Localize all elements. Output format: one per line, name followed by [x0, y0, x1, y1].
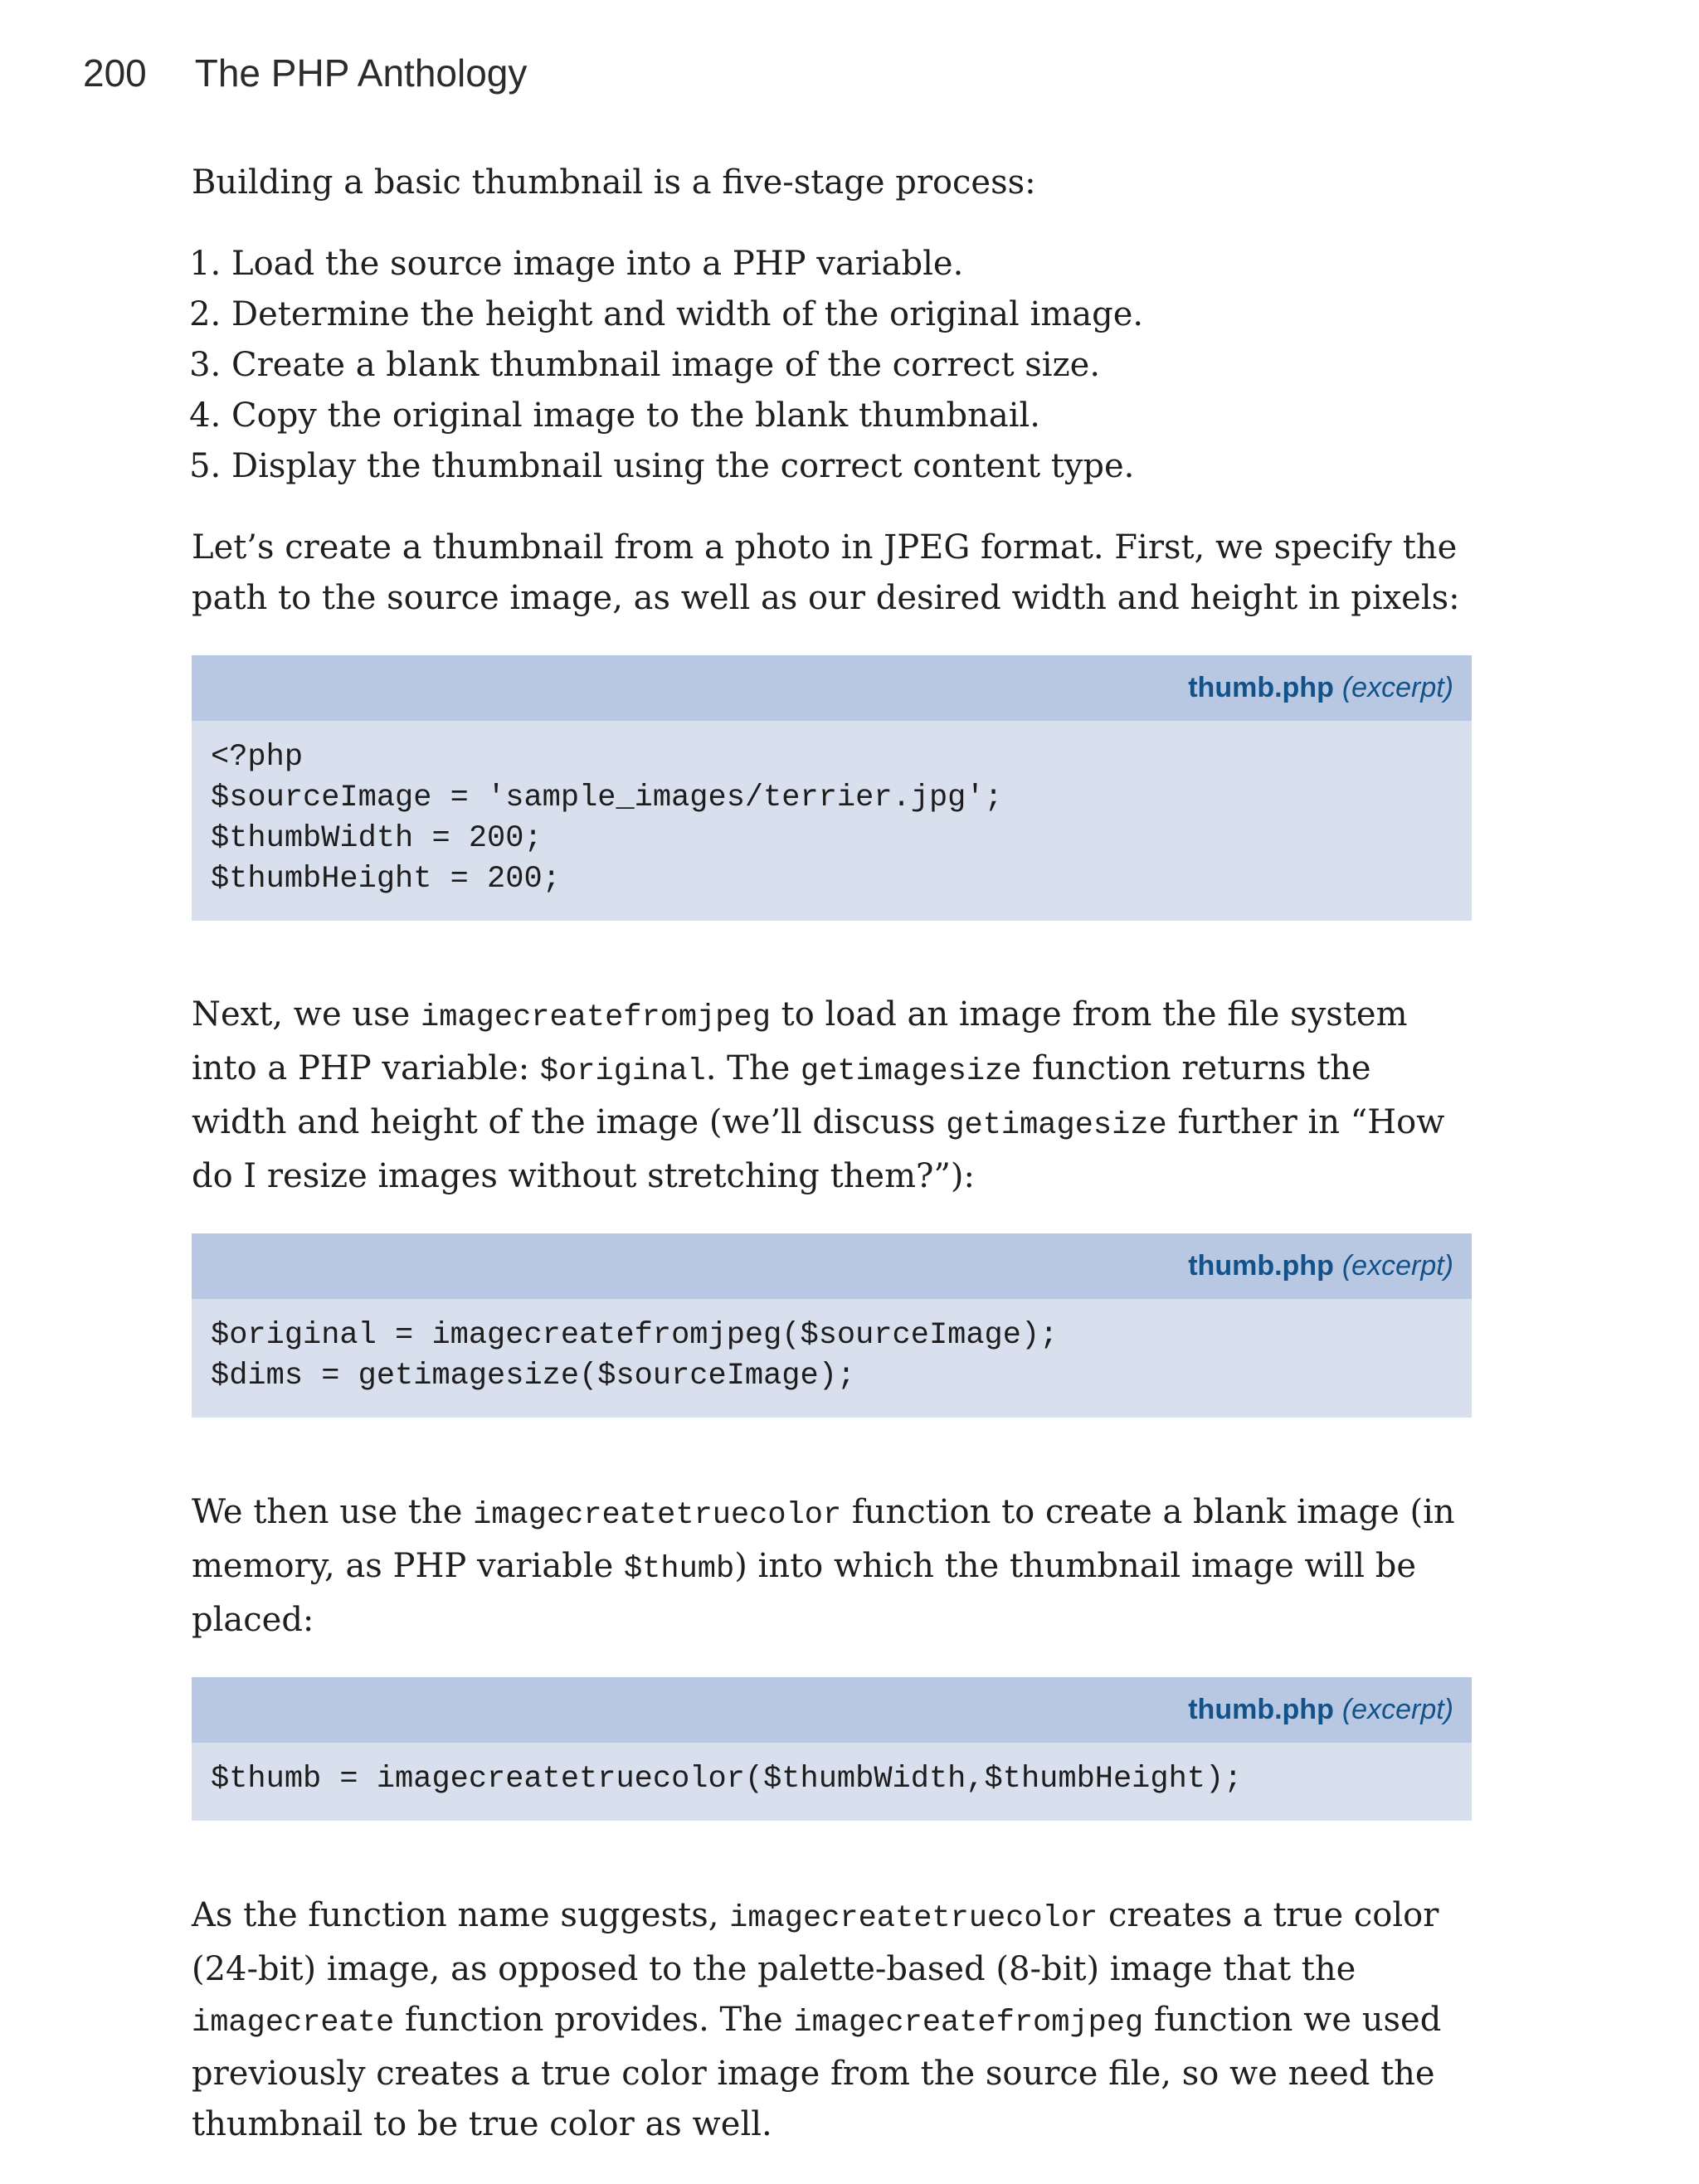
code-block-header	[192, 1233, 1472, 1299]
code-snippet: <?php $sourceImage = 'sample_images/terrier.jpg'; $thumbWidth = 200; $thumbHeight = 200;	[211, 740, 1003, 897]
inline-code: $thumb	[623, 1552, 735, 1587]
code-block-header	[192, 655, 1472, 721]
code-block-create-thumbnail	[192, 1677, 1472, 1821]
paragraph-load-image: Next, we use imagecreatefromjpeg to load an image from the file system into a PHP variable: $original. The getimagesize function returns the width and height of the image (we’ll discuss getimagesize further in “How do I resize images without stretching them?”):	[192, 995, 1445, 1195]
code-filename: thumb.php	[1188, 672, 1334, 703]
code-filename: thumb.php	[1188, 1694, 1334, 1725]
inline-code: getimagesize	[801, 1054, 1022, 1089]
inline-code: imagecreatefromjpeg	[421, 1000, 771, 1035]
paragraph-jpeg-thumbnail: Let’s create a thumbnail from a photo in JPEG format. First, we specify the path to the source image, as well as our desired width and height in pixels:	[192, 528, 1460, 617]
page-content	[192, 158, 1472, 2150]
code-block-source-config	[192, 655, 1472, 921]
paragraph-create-blank-image: We then use the imagecreatetruecolor function to create a blank image (in memory, as PHP variable $thumb) into which the thumbnail image will be placed:	[192, 1493, 1455, 1639]
step-item: 1. Load the source image into a PHP variable.	[231, 239, 1472, 289]
book-title: The PHP Anthology	[194, 51, 528, 95]
inline-code: getimagesize	[946, 1108, 1167, 1143]
step-item: 2. Determine the height and width of the original image.	[231, 289, 1472, 340]
inline-code: imagecreate	[192, 2006, 395, 2041]
inline-code: imagecreatefromjpeg	[793, 2006, 1144, 2041]
inline-code: imagecreatetruecolor	[473, 1498, 842, 1533]
page-header	[83, 48, 527, 98]
step-item: 3. Create a blank thumbnail image of the correct size.	[231, 340, 1472, 391]
code-block-load-image	[192, 1233, 1472, 1418]
inline-code: $original	[539, 1054, 706, 1089]
paragraph-true-color-explanation: As the function name suggests, imagecreatetruecolor creates a true color (24-bit) image, as opposed to the palette-based (8-bit) image that the imagecreate function provides. The imagecreatefromjpeg function we used previously creates a true color image from the source file, so we need the thumbnail to be true color as well.	[192, 1896, 1442, 2143]
inline-code: imagecreatetruecolor	[729, 1901, 1098, 1936]
code-snippet: $original = imagecreatefromjpeg($sourceImage); $dims = getimagesize($sourceImage);	[211, 1318, 1059, 1394]
code-excerpt-label: (excerpt)	[1341, 1694, 1453, 1725]
page-number: 200	[83, 51, 147, 95]
code-snippet: $thumb = imagecreatetruecolor($thumbWidth,$thumbHeight);	[211, 1762, 1243, 1797]
code-excerpt-label: (excerpt)	[1341, 1250, 1453, 1282]
code-block-header	[192, 1677, 1472, 1743]
step-item: 5. Display the thumbnail using the correct content type.	[231, 441, 1472, 492]
code-excerpt-label: (excerpt)	[1341, 672, 1453, 703]
intro-paragraph: Building a basic thumbnail is a five-stage process:	[192, 163, 1036, 202]
code-filename: thumb.php	[1188, 1250, 1334, 1282]
step-item: 4. Copy the original image to the blank thumbnail.	[231, 391, 1472, 441]
steps-list	[192, 239, 1472, 492]
